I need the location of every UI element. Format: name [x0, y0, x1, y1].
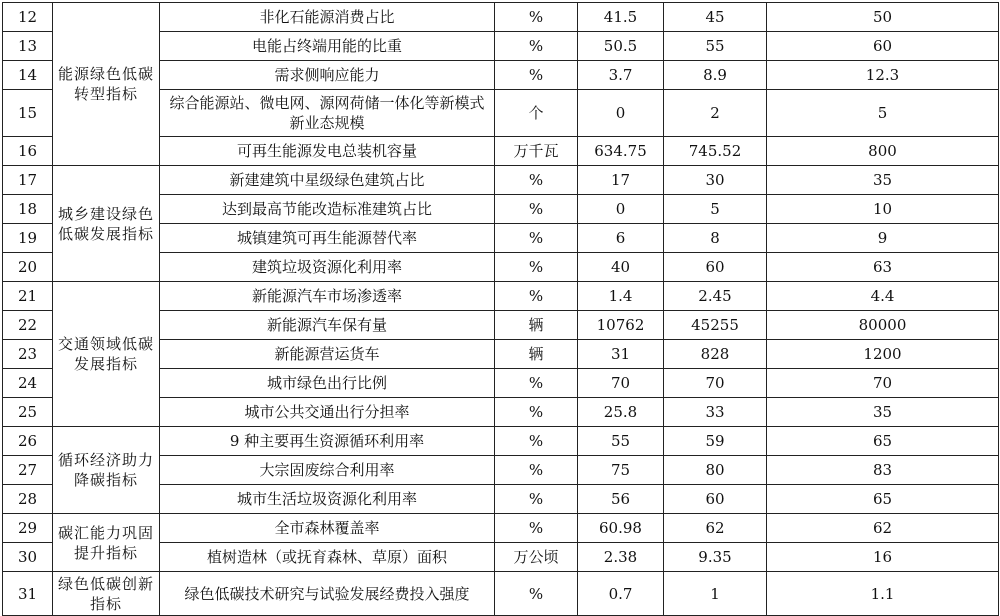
- row-number-cell: 30: [3, 543, 53, 572]
- value-cell-1: 2.38: [578, 543, 664, 572]
- unit-cell: 辆: [495, 311, 578, 340]
- unit-cell: %: [495, 398, 578, 427]
- unit-cell: 辆: [495, 340, 578, 369]
- value-cell-1: 0.7: [578, 572, 664, 616]
- indicator-name-cell: 达到最高节能改造标准建筑占比: [160, 195, 495, 224]
- indicator-name-cell: 大宗固废综合利用率: [160, 456, 495, 485]
- unit-cell: %: [495, 32, 578, 61]
- value-cell-3: 35: [767, 166, 999, 195]
- indicator-name-cell: 城市绿色出行比例: [160, 369, 495, 398]
- category-cell: 绿色低碳创新 指标: [53, 572, 160, 616]
- row-number-cell: 28: [3, 485, 53, 514]
- unit-cell: 万公顷: [495, 543, 578, 572]
- indicator-name-cell: 城市公共交通出行分担率: [160, 398, 495, 427]
- value-cell-3: 4.4: [767, 282, 999, 311]
- value-cell-3: 63: [767, 253, 999, 282]
- value-cell-3: 800: [767, 137, 999, 166]
- value-cell-3: 35: [767, 398, 999, 427]
- row-number-cell: 12: [3, 3, 53, 32]
- table-row: [3, 427, 999, 456]
- indicator-name-cell: 绿色低碳技术研究与试验发展经费投入强度: [160, 572, 495, 616]
- value-cell-2: 80: [664, 456, 767, 485]
- indicator-name-cell: 综合能源站、微电网、源网荷储一体化等新模式新业态规模: [160, 90, 495, 137]
- value-cell-2: 5: [664, 195, 767, 224]
- value-cell-1: 0: [578, 195, 664, 224]
- row-number-cell: 25: [3, 398, 53, 427]
- unit-cell: %: [495, 253, 578, 282]
- value-cell-3: 5: [767, 90, 999, 137]
- value-cell-1: 6: [578, 224, 664, 253]
- value-cell-1: 56: [578, 485, 664, 514]
- value-cell-2: 1: [664, 572, 767, 616]
- value-cell-1: 634.75: [578, 137, 664, 166]
- unit-cell: %: [495, 485, 578, 514]
- indicator-name-cell: 电能占终端用能的比重: [160, 32, 495, 61]
- indicator-name-cell: 9 种主要再生资源循环利用率: [160, 427, 495, 456]
- value-cell-2: 60: [664, 485, 767, 514]
- indicator-name-cell: 可再生能源发电总装机容量: [160, 137, 495, 166]
- value-cell-2: 30: [664, 166, 767, 195]
- unit-cell: 个: [495, 90, 578, 137]
- row-number-cell: 21: [3, 282, 53, 311]
- value-cell-1: 40: [578, 253, 664, 282]
- row-number-cell: 14: [3, 61, 53, 90]
- indicator-name-cell: 非化石能源消费占比: [160, 3, 495, 32]
- row-number-cell: 18: [3, 195, 53, 224]
- unit-cell: %: [495, 3, 578, 32]
- value-cell-2: 62: [664, 514, 767, 543]
- row-number-cell: 19: [3, 224, 53, 253]
- value-cell-1: 31: [578, 340, 664, 369]
- indicator-name-cell: 新能源汽车市场渗透率: [160, 282, 495, 311]
- row-number-cell: 23: [3, 340, 53, 369]
- indicator-name-cell: 新建建筑中星级绿色建筑占比: [160, 166, 495, 195]
- value-cell-1: 25.8: [578, 398, 664, 427]
- table-row: [3, 514, 999, 543]
- value-cell-2: 70: [664, 369, 767, 398]
- category-cell: 碳汇能力巩固 提升指标: [53, 514, 160, 572]
- value-cell-1: 3.7: [578, 61, 664, 90]
- value-cell-1: 41.5: [578, 3, 664, 32]
- row-number-cell: 27: [3, 456, 53, 485]
- unit-cell: %: [495, 572, 578, 616]
- row-number-cell: 31: [3, 572, 53, 616]
- category-cell: 能源绿色低碳 转型指标: [53, 3, 160, 166]
- value-cell-2: 33: [664, 398, 767, 427]
- table-row: [3, 282, 999, 311]
- value-cell-3: 83: [767, 456, 999, 485]
- value-cell-1: 0: [578, 90, 664, 137]
- value-cell-2: 60: [664, 253, 767, 282]
- unit-cell: %: [495, 456, 578, 485]
- value-cell-1: 17: [578, 166, 664, 195]
- row-number-cell: 22: [3, 311, 53, 340]
- indicator-name-cell: 植树造林（或抚育森林、草原）面积: [160, 543, 495, 572]
- unit-cell: %: [495, 427, 578, 456]
- table-row: [3, 3, 999, 32]
- value-cell-1: 60.98: [578, 514, 664, 543]
- value-cell-3: 10: [767, 195, 999, 224]
- table-row: [3, 572, 999, 616]
- unit-cell: %: [495, 61, 578, 90]
- value-cell-1: 1.4: [578, 282, 664, 311]
- indicator-name-cell: 新能源汽车保有量: [160, 311, 495, 340]
- value-cell-3: 65: [767, 485, 999, 514]
- unit-cell: %: [495, 282, 578, 311]
- unit-cell: %: [495, 195, 578, 224]
- value-cell-3: 80000: [767, 311, 999, 340]
- value-cell-1: 75: [578, 456, 664, 485]
- row-number-cell: 15: [3, 90, 53, 137]
- value-cell-2: 745.52: [664, 137, 767, 166]
- value-cell-1: 70: [578, 369, 664, 398]
- value-cell-1: 55: [578, 427, 664, 456]
- unit-cell: %: [495, 514, 578, 543]
- value-cell-2: 828: [664, 340, 767, 369]
- indicator-name-cell: 需求侧响应能力: [160, 61, 495, 90]
- value-cell-3: 60: [767, 32, 999, 61]
- indicator-table: [2, 2, 999, 616]
- unit-cell: %: [495, 369, 578, 398]
- indicator-name-cell: 城镇建筑可再生能源替代率: [160, 224, 495, 253]
- value-cell-3: 65: [767, 427, 999, 456]
- category-cell: 城乡建设绿色 低碳发展指标: [53, 166, 160, 282]
- row-number-cell: 13: [3, 32, 53, 61]
- value-cell-2: 2: [664, 90, 767, 137]
- value-cell-1: 10762: [578, 311, 664, 340]
- row-number-cell: 29: [3, 514, 53, 543]
- row-number-cell: 20: [3, 253, 53, 282]
- row-number-cell: 24: [3, 369, 53, 398]
- unit-cell: 万千瓦: [495, 137, 578, 166]
- value-cell-2: 55: [664, 32, 767, 61]
- value-cell-2: 59: [664, 427, 767, 456]
- row-number-cell: 17: [3, 166, 53, 195]
- value-cell-2: 45255: [664, 311, 767, 340]
- value-cell-2: 45: [664, 3, 767, 32]
- row-number-cell: 16: [3, 137, 53, 166]
- category-cell: 循环经济助力 降碳指标: [53, 427, 160, 514]
- value-cell-3: 62: [767, 514, 999, 543]
- value-cell-3: 9: [767, 224, 999, 253]
- table-row: [3, 166, 999, 195]
- indicator-name-cell: 全市森林覆盖率: [160, 514, 495, 543]
- value-cell-1: 50.5: [578, 32, 664, 61]
- value-cell-3: 1200: [767, 340, 999, 369]
- value-cell-2: 8: [664, 224, 767, 253]
- value-cell-3: 70: [767, 369, 999, 398]
- value-cell-3: 12.3: [767, 61, 999, 90]
- unit-cell: %: [495, 224, 578, 253]
- indicator-name-cell: 城市生活垃圾资源化利用率: [160, 485, 495, 514]
- value-cell-2: 8.9: [664, 61, 767, 90]
- value-cell-3: 1.1: [767, 572, 999, 616]
- value-cell-3: 50: [767, 3, 999, 32]
- value-cell-2: 2.45: [664, 282, 767, 311]
- indicator-name-cell: 建筑垃圾资源化利用率: [160, 253, 495, 282]
- category-cell: 交通领域低碳 发展指标: [53, 282, 160, 427]
- value-cell-3: 16: [767, 543, 999, 572]
- unit-cell: %: [495, 166, 578, 195]
- indicator-name-cell: 新能源营运货车: [160, 340, 495, 369]
- value-cell-2: 9.35: [664, 543, 767, 572]
- row-number-cell: 26: [3, 427, 53, 456]
